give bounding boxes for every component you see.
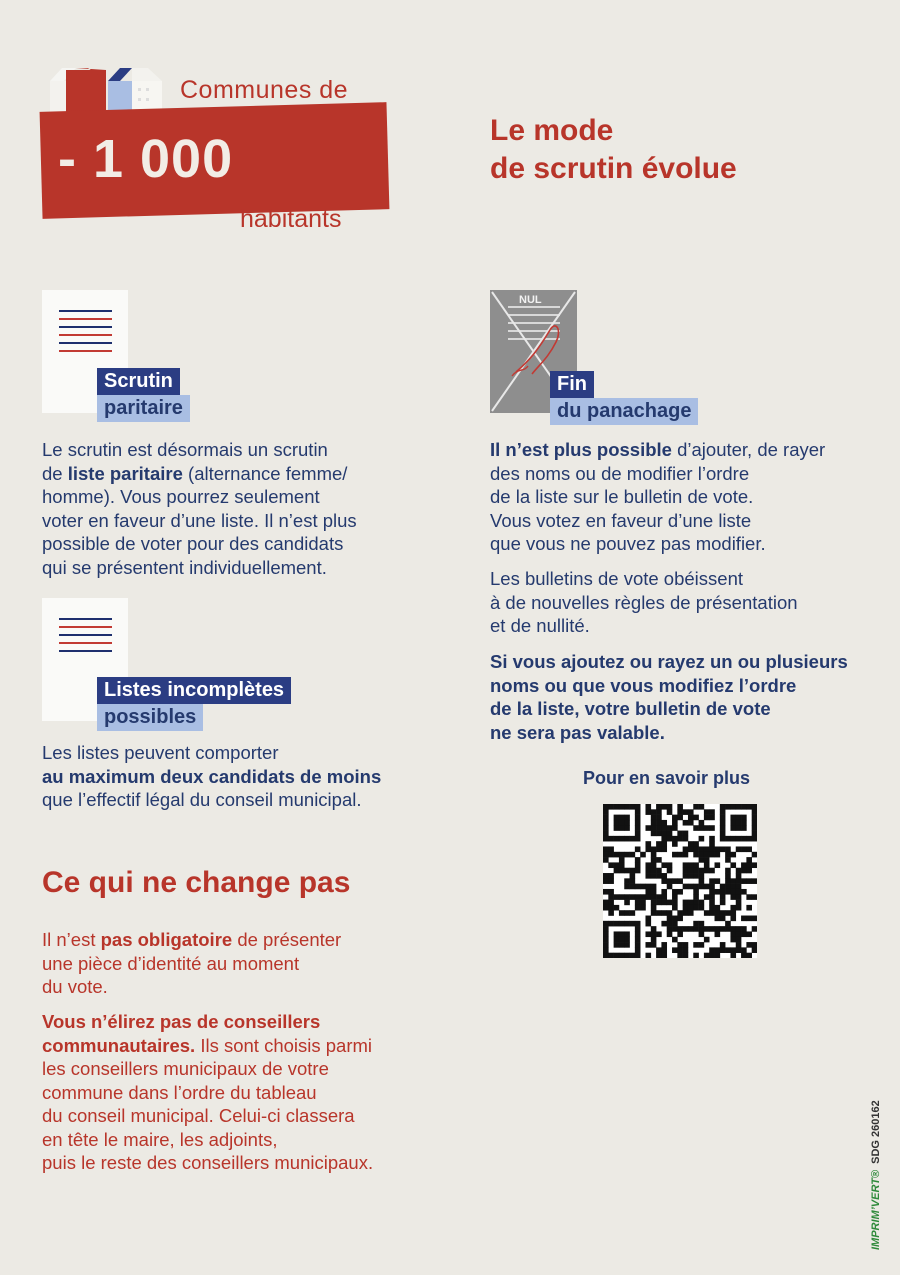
panachage-paragraph-2 bbox=[490, 567, 890, 638]
unchanged-text-line: du vote. bbox=[42, 976, 108, 997]
panachage-text-line: que vous ne pouvez pas modifier. bbox=[490, 533, 766, 554]
panachage-text-line: Vous votez en faveur d’une liste bbox=[490, 509, 752, 531]
unchanged-text-line: une pièce d’identité au moment bbox=[42, 952, 300, 974]
listes-text-line: Les listes peuvent comporter bbox=[42, 742, 279, 763]
listes-text-line: au maximum deux candidats de moins bbox=[42, 765, 382, 787]
scrutin-text-line: homme). Vous pourrez seulement bbox=[42, 486, 320, 507]
panachage-text-line: Il n’est plus possible d’ajouter, de rayer bbox=[490, 439, 826, 460]
badge-top-text: Communes de bbox=[180, 76, 349, 104]
scrutin-text-line: Le scrutin est désormais un scrutin bbox=[42, 439, 328, 460]
scrutin-text-line: voter en faveur d’une liste. Il n’est plus bbox=[42, 509, 357, 531]
scrutin-text bbox=[42, 438, 442, 579]
panachage-text-line: de la liste sur le bulletin de vote. bbox=[490, 486, 754, 507]
listes-text-line: que l’effectif légal du conseil municipal. bbox=[42, 789, 362, 810]
panachage-text-line: Si vous ajoutez ou rayez un ou plusieurs bbox=[490, 651, 848, 672]
page-title-line2: de scrutin évolue bbox=[490, 152, 737, 185]
scrutin-text-line: possible de voter pour des candidats bbox=[42, 533, 344, 554]
unchanged-text-line: Il n’est pas obligatoire de présenter bbox=[42, 929, 342, 950]
page-title bbox=[490, 112, 737, 188]
listes-text bbox=[42, 741, 462, 812]
unchanged-paragraph-2 bbox=[42, 1010, 462, 1175]
print-code: SDG 260162 bbox=[870, 1100, 882, 1164]
badge-number: - 1 000 bbox=[58, 129, 234, 189]
listes-label bbox=[97, 677, 291, 731]
unchanged-paragraph-1 bbox=[42, 928, 462, 999]
listes-label-line1: Listes incomplètes bbox=[97, 677, 291, 704]
unchanged-text-line: puis le reste des conseillers municipaux. bbox=[42, 1152, 374, 1173]
unchanged-text-line: communautaires. Ils sont choisis parmi bbox=[42, 1034, 373, 1056]
unchanged-title: Ce qui ne change pas bbox=[42, 866, 351, 899]
scrutin-label-line1: Scrutin bbox=[97, 368, 180, 395]
panachage-text-line: de la liste, votre bulletin de vote bbox=[490, 698, 771, 719]
panachage-text-line: et de nullité. bbox=[490, 615, 590, 636]
scrutin-label-line2: paritaire bbox=[97, 395, 190, 422]
page-title-line1: Le mode bbox=[490, 114, 614, 147]
more-info-title: Pour en savoir plus bbox=[583, 768, 751, 788]
qr-code-graphic bbox=[603, 804, 757, 958]
qr-code-icon[interactable] bbox=[603, 804, 757, 958]
nul-label: NUL bbox=[519, 294, 542, 306]
unchanged-text-line: Vous n’élirez pas de conseillers bbox=[42, 1011, 321, 1032]
panachage-text-line: ne sera pas valable. bbox=[490, 721, 665, 743]
panachage-text-line: à de nouvelles règles de présentation bbox=[490, 591, 798, 613]
panachage-text-line: des noms ou de modifier l’ordre bbox=[490, 462, 750, 484]
panachage-label-line2: du panachage bbox=[550, 398, 698, 425]
unchanged-text-line: les conseillers municipaux de votre bbox=[42, 1058, 329, 1079]
scrutin-text-line: de liste paritaire (alternance femme/ bbox=[42, 462, 348, 484]
scrutin-text-line: qui se présentent individuellement. bbox=[42, 556, 327, 578]
panachage-paragraph-3 bbox=[490, 650, 890, 744]
scrutin-label bbox=[97, 368, 190, 422]
panachage-label-line1: Fin bbox=[550, 371, 594, 398]
panachage-text-line: noms ou que vous modifiez l’ordre bbox=[490, 674, 797, 696]
panachage-text-line: Les bulletins de vote obéissent bbox=[490, 568, 744, 589]
imprimvert-logo-text: IMPRIM’VERT® bbox=[870, 1169, 882, 1250]
unchanged-text-line: en tête le maire, les adjoints, bbox=[42, 1128, 278, 1150]
print-note bbox=[870, 1100, 882, 1250]
unchanged-text-line: du conseil municipal. Celui-ci classera bbox=[42, 1105, 355, 1126]
unchanged-text-line: commune dans l’ordre du tableau bbox=[42, 1081, 317, 1103]
badge-bottom-text: habitants bbox=[240, 205, 342, 233]
panachage-paragraph-1 bbox=[490, 438, 890, 556]
panachage-label bbox=[550, 371, 698, 425]
listes-label-line2: possibles bbox=[97, 704, 203, 731]
